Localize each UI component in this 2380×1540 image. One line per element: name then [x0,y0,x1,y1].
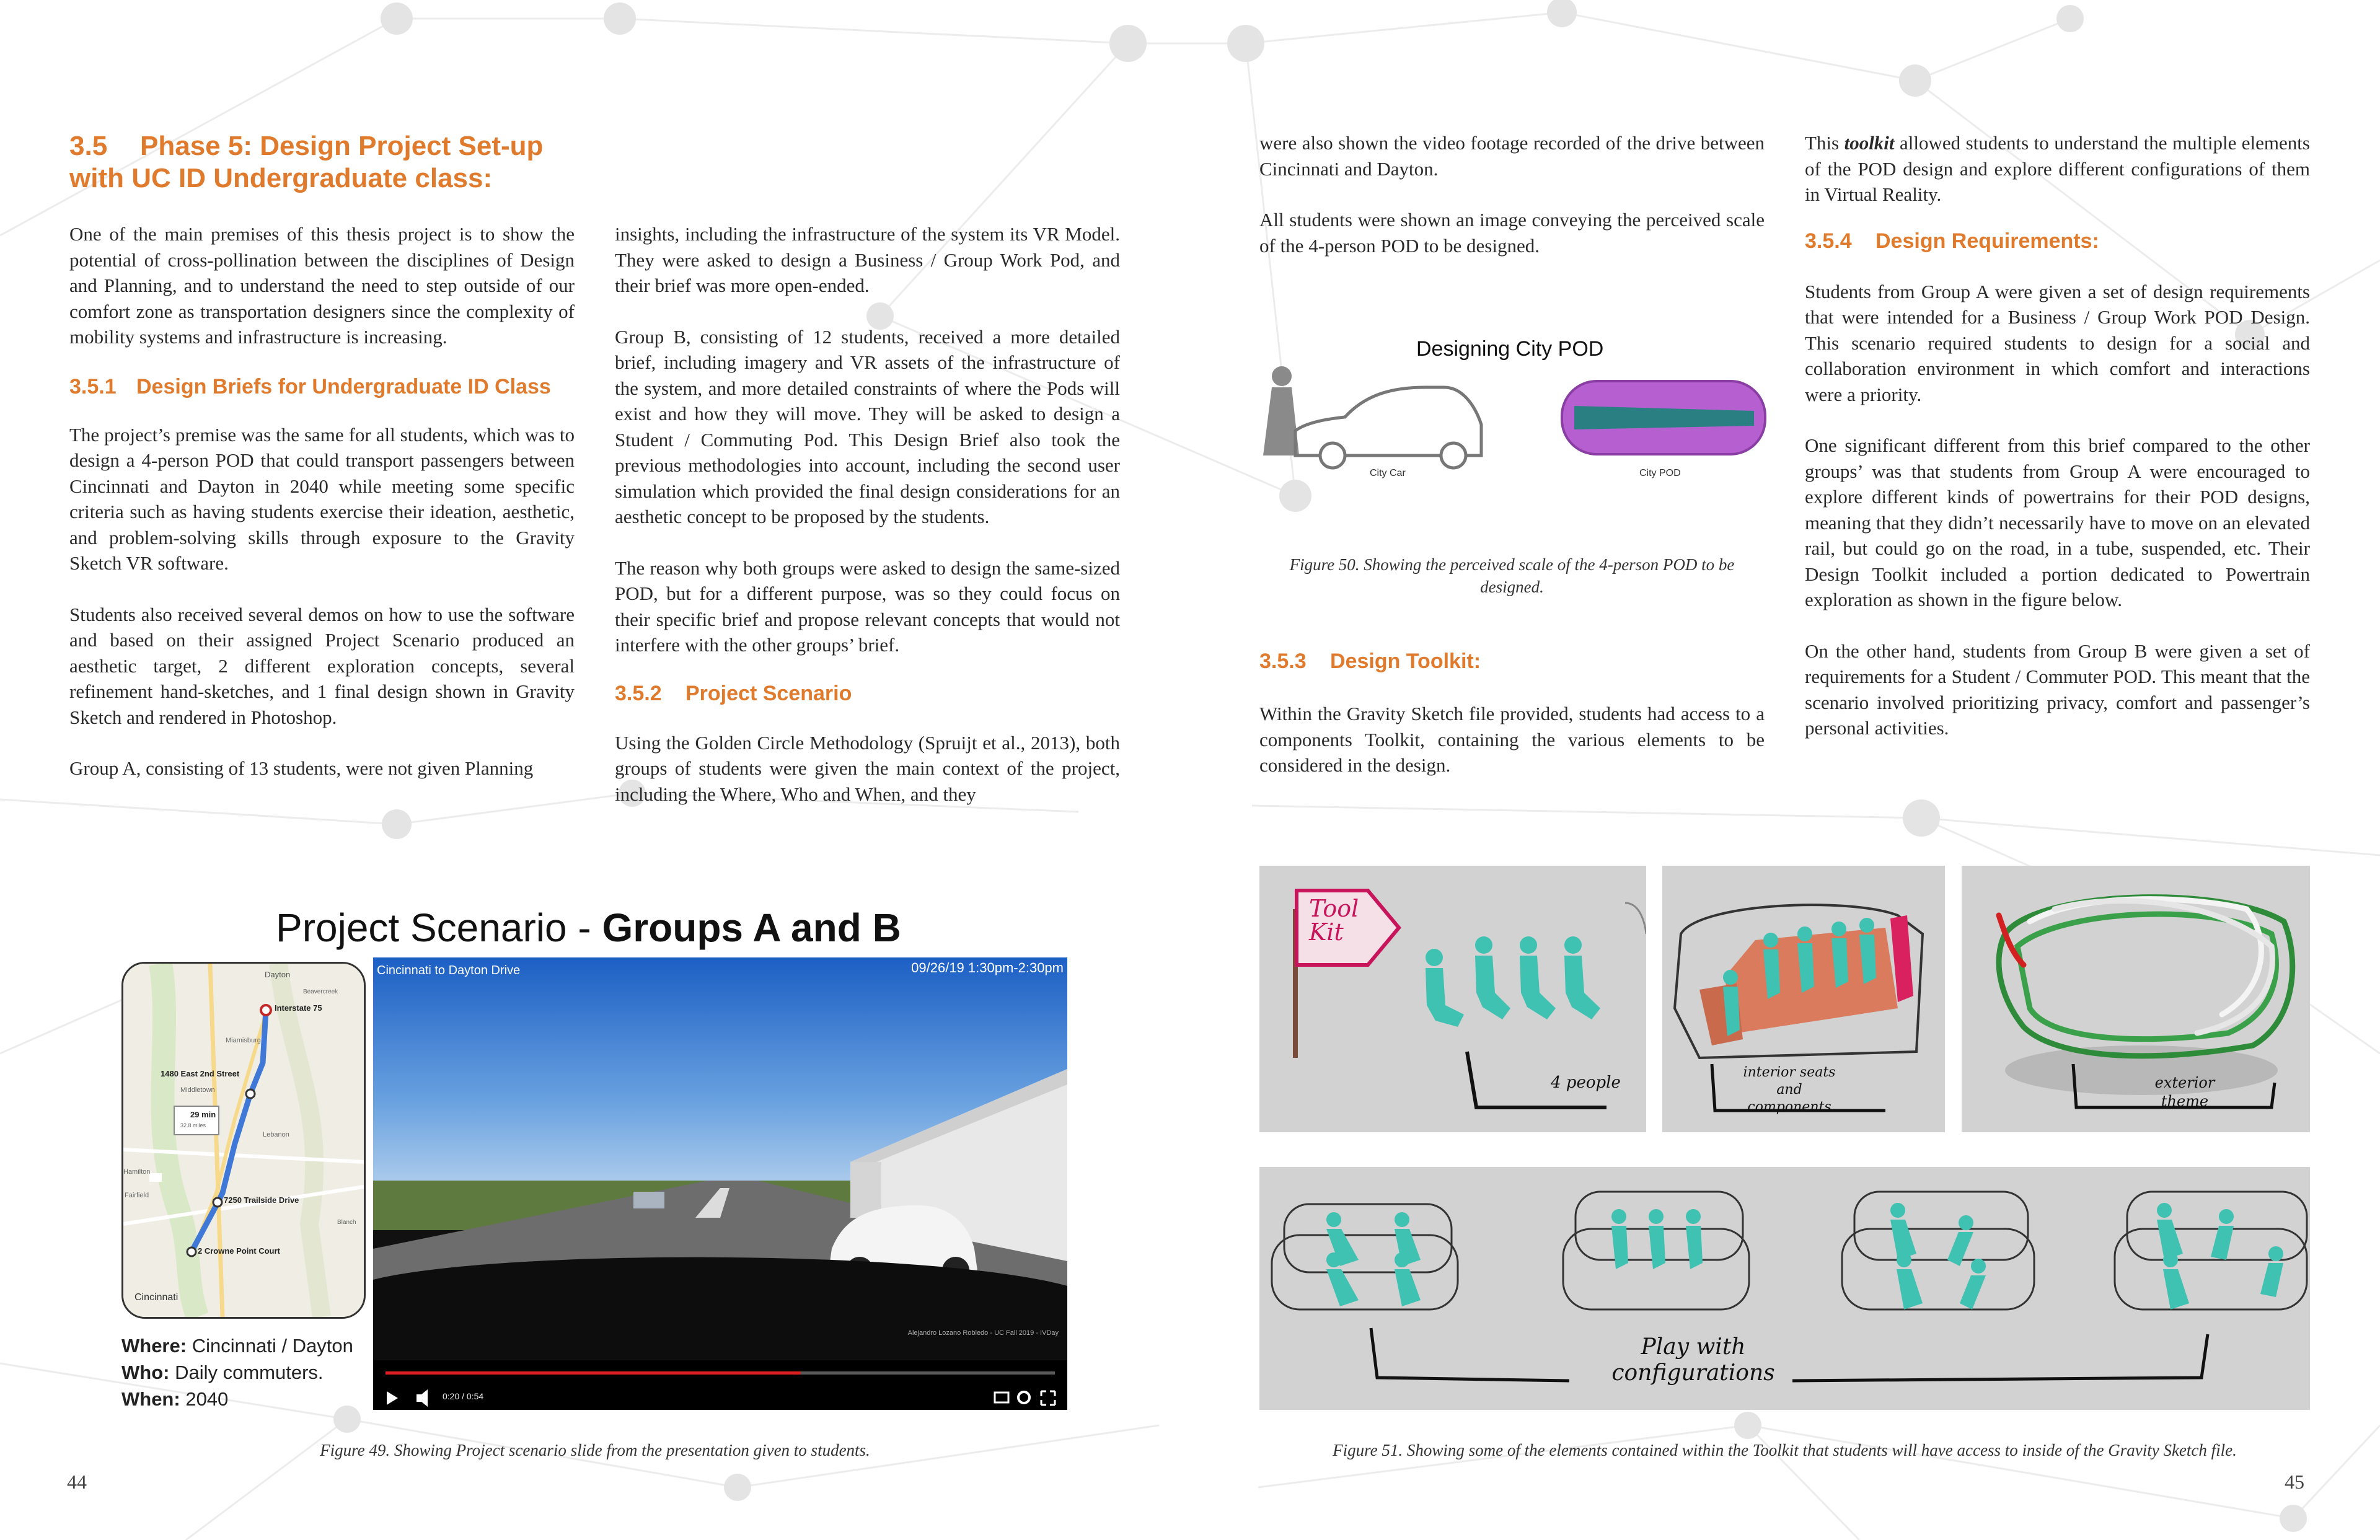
scenario-who: Who: Daily commuters. [121,1362,324,1383]
section-title: Phase 5: Design Project Set-up [140,131,544,161]
paragraph: On the other hand, students from Group B were given a set of requirements for a Student / Commuter POD. This meant that the scenario involved prioritizing privacy, comfort and passenger’s personal activities. [1805,640,2310,739]
map-label: 2 Crowne Point Court [198,1246,280,1256]
figure-51-caption: Figure 51. Showing some of the elements contained within the Toolkit that students will have access to inside of the Gravity Sketch file. [1333,1441,2237,1459]
section-heading-3-5 [69,130,590,195]
subheading-title: Project Scenario [685,681,852,705]
video-credit: Alejandro Lozano Robledo - UC Fall 2019 - IVDay [907,1329,1059,1337]
note-exterior: exterior theme [2154,1074,2215,1110]
video-date: 09/26/19 1:30pm-2:30pm [911,960,1064,975]
subheading-title: Design Requirements: [1875,229,2099,253]
figure-50-title: Designing City POD [1416,337,1604,361]
section-number: 3.5 [69,131,108,161]
video-title: Cincinnati to Dayton Drive [377,964,521,977]
map-label: Blanch [337,1219,356,1226]
person-silhouette [1263,366,1299,455]
right-column-4 [1805,130,2310,767]
city-car-outline [1295,387,1481,468]
figure-50-caption: Figure 50. Showing the perceived scale of the 4-person POD to be designed. [1289,555,1735,596]
map-label: 32.8 miles [180,1122,206,1129]
paragraph: The reason why both groups were asked to design the same-sized POD, but for a different purpose, was so they could focus on their specific brief and propose relevant concepts that would not interfere with the other groups’ brief. [615,557,1120,656]
video-player[interactable] [373,957,1067,1410]
paragraph: Students also received several demos on how to use the software and based on their assigned Project Scenario produced an aesthetic target, 2 different exploration concepts, several refinement hand-sketches, and 1 final design shown in Gravity Sketch and rendered in Photoshop. [69,603,575,728]
paragraph: The project’s premise was the same for all students, which was to design a 4-person POD that could transport passengers between Cincinnati and Dayton in 2040 while meeting some specific criteria such as having students exercise their ideation, aesthetic, and problem-solving skills through exposure to the Gravity Sketch VR software. [69,423,575,574]
page-number-left: 44 [67,1471,87,1493]
map-label: Miamisburg [226,1037,261,1044]
subheading-3-5-2 [615,680,1120,706]
route-map-graphic [123,964,364,1317]
video-frame [373,957,1067,1410]
map-label: 1480 East 2nd Street [161,1069,240,1078]
subheading-3-5-3 [1259,648,1481,674]
paragraph: Group A, consisting of 13 students, were not given Planning [69,757,534,779]
toolkit-panel-exterior [1962,866,2310,1132]
paragraph: One of the main premises of this thesis project is to show the potential of cross-pollination between the disciplines of Design and Planning, and to understand the need to step outside of our comfort zone as transportation designers since the complexity of mobility systems and infrastructure is increasing. [69,223,575,348]
route-map [121,962,366,1319]
paragraph: Within the Gravity Sketch file provided, students had access to a components Toolkit, containing the various elements to be considered in the design. [1259,703,1765,776]
figure-50-scale-graphic [1258,363,1773,486]
note-play: Play with configurations [1611,1334,1775,1386]
paragraph: All students were shown an image conveying the perceived scale of the 4-person POD to be designed. [1259,209,1765,257]
map-label: Dayton [265,970,291,979]
paragraph: insights, including the infrastructure of the system its VR Model. They were asked to design a Business / Group Work Pod, and their brief was more open-ended. [615,223,1120,296]
figure-49-title-plain: Project Scenario - [276,905,602,950]
city-pod-shape [1562,381,1765,454]
figure-49-title-bold: Groups A and B [602,905,901,950]
subheading-number: 3.5.3 [1259,649,1307,673]
left-column-2 [615,221,1120,832]
subheading-3-5-4 [1805,228,2310,254]
toolkit-panel-interior [1662,866,1945,1132]
video-time: 0:20 / 0:54 [443,1391,484,1401]
figure-49-caption: Figure 49. Showing Project scenario slide from the presentation given to students. [320,1441,870,1459]
map-label: Fairfield [125,1192,149,1199]
scenario-where: Where: Cincinnati / Dayton [121,1335,353,1357]
paragraph: Students from Group A were given a set of design requirements that were intended for a Business / Group Work POD Design. This scenario required students to design for a social and collaboration environment in which comfort and interactions were a priority. [1805,280,2310,405]
paragraph-toolkit: This toolkit allowed students to understand the multiple elements of the POD design and explore different configurations of them in Virtual Reality. [1805,132,2310,205]
subheading-title: Design Briefs for Undergraduate ID Class [136,374,551,398]
subheading-number: 3.5.2 [615,681,662,705]
map-label: Interstate 75 [275,1003,322,1013]
section-title-line2: with UC ID Undergraduate class: [69,163,493,193]
figure-49-title [276,905,901,951]
subheading-number: 3.5.1 [69,374,117,398]
label-city-car: City Car [1370,468,1406,478]
subheading-number: 3.5.4 [1805,229,1852,253]
subheading-3-5-1 [69,374,575,400]
subheading-title: Design Toolkit: [1330,649,1481,673]
note-people: 4 people [1551,1073,1621,1092]
map-label: 29 min [190,1110,216,1119]
toolkit-exterior-graphic [1962,866,2310,1132]
paragraph: Group B, consisting of 12 students, received a more detailed brief, including imagery and VR assets of the infrastructure of the system, and more detailed constraints of where the Pods will exist and how they will move. They will be asked to design a Student / Commuting Pod. This Design Brief also took the previous methodologies into account, including the second user simulation which provided the final design considerations for an aesthetic concept to be proposed by the students. [615,325,1120,527]
page-number-right: 45 [2285,1471,2304,1493]
video-progress-fill [386,1371,801,1375]
paragraph: One significant different from this brief compared to the other groups’ was that students from Group A were encouraged to explore different kinds of powertrains for their POD designs, meaning that they didn’t necessarily have to move on an elevated rail, but could go on the road, in a tube, suspended, etc. Their Design Toolkit included a portion dedicated to Powertrain exploration as shown in the figure below. [1805,434,2310,610]
label-city-pod: City POD [1639,468,1681,478]
map-label: Beavercreek [303,988,338,995]
toolkit-panel-people [1259,866,1646,1132]
paragraph: were also shown the video footage recorded of the drive between Cincinnati and Dayton. [1259,132,1765,180]
scenario-when: When: 2040 [121,1388,229,1410]
map-label: Lebanon [263,1131,289,1138]
map-label: Middletown [180,1086,215,1094]
note-interior: interior seats and components [1743,1065,1836,1115]
right-column-3-b [1259,701,1765,804]
map-label: Cincinnati [134,1292,178,1303]
toolkit-panel-configurations [1259,1167,2310,1410]
map-label: Hamilton [123,1168,151,1176]
map-label: 7250 Trailside Drive [224,1195,299,1205]
paragraph: Using the Golden Circle Methodology (Spruijt et al., 2013), both groups of students were given the main context of the project, including the Where, Who and When, and they [615,731,1120,805]
toolkit-flag-label: Tool Kit [1309,895,1359,946]
scenario-info [121,1332,353,1412]
left-column-1 [69,221,575,807]
right-column-3 [1259,130,1765,284]
